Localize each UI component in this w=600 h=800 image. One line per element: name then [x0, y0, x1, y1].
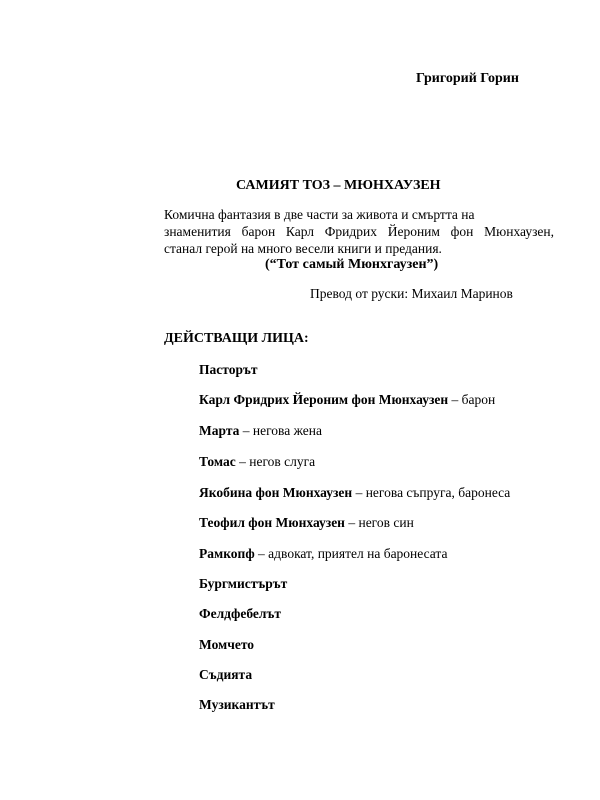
character-name: Карл Фридрих Йероним фон Мюнхаузен — [199, 392, 449, 407]
character-name: Рамкопф — [199, 546, 255, 561]
character-name: Томас — [199, 454, 236, 469]
character-entry — [199, 667, 252, 683]
cast-heading: ДЕЙСТВАЩИ ЛИЦА: — [164, 331, 309, 346]
original-title: (“Тот самый Мюнхгаузен”) — [265, 257, 439, 272]
character-entry — [199, 637, 254, 653]
description-line: станал герой на много весели книги и предания. — [164, 241, 442, 256]
character-role: – адвокат, приятел на баронесата — [254, 546, 448, 561]
character-role: – негов слуга — [235, 454, 316, 469]
character-entry — [199, 576, 287, 592]
character-name: Марта — [199, 423, 240, 438]
play-description — [164, 206, 554, 257]
character-entry — [199, 392, 495, 408]
character-name: Якобина фон Мюнхаузен — [199, 485, 353, 500]
character-entry — [199, 485, 510, 501]
character-name: Музикантът — [199, 697, 275, 712]
description-line: знаменития барон Карл Фридрих Йероним фон Мюнхаузен, — [164, 224, 554, 239]
character-name: Съдията — [199, 667, 253, 682]
character-role: – негова жена — [239, 423, 322, 438]
character-entry — [199, 606, 281, 622]
character-role: – негова съпруга, баронеса — [352, 485, 511, 500]
character-name: Теофил фон Мюнхаузен — [199, 515, 345, 530]
play-title: САМИЯТ ТОЗ – МЮНХАУЗЕН — [236, 178, 441, 193]
character-role: – барон — [448, 392, 496, 407]
character-role: – негов син — [344, 515, 414, 530]
character-entry — [199, 697, 275, 713]
character-entry — [199, 362, 257, 378]
character-name: Бургмистърът — [199, 576, 288, 591]
character-entry — [199, 423, 322, 439]
character-entry — [199, 515, 414, 531]
author-name: Григорий Горин — [416, 71, 519, 86]
translation-credit: Превод от руски: Михаил Маринов — [310, 286, 513, 301]
character-entry — [199, 546, 447, 562]
description-line: Комична фантазия в две части за живота и смъртта на — [164, 207, 475, 222]
character-name: Момчето — [199, 637, 255, 652]
character-name: Пасторът — [199, 362, 258, 377]
character-entry — [199, 454, 315, 470]
character-name: Фелдфебелът — [199, 606, 281, 621]
